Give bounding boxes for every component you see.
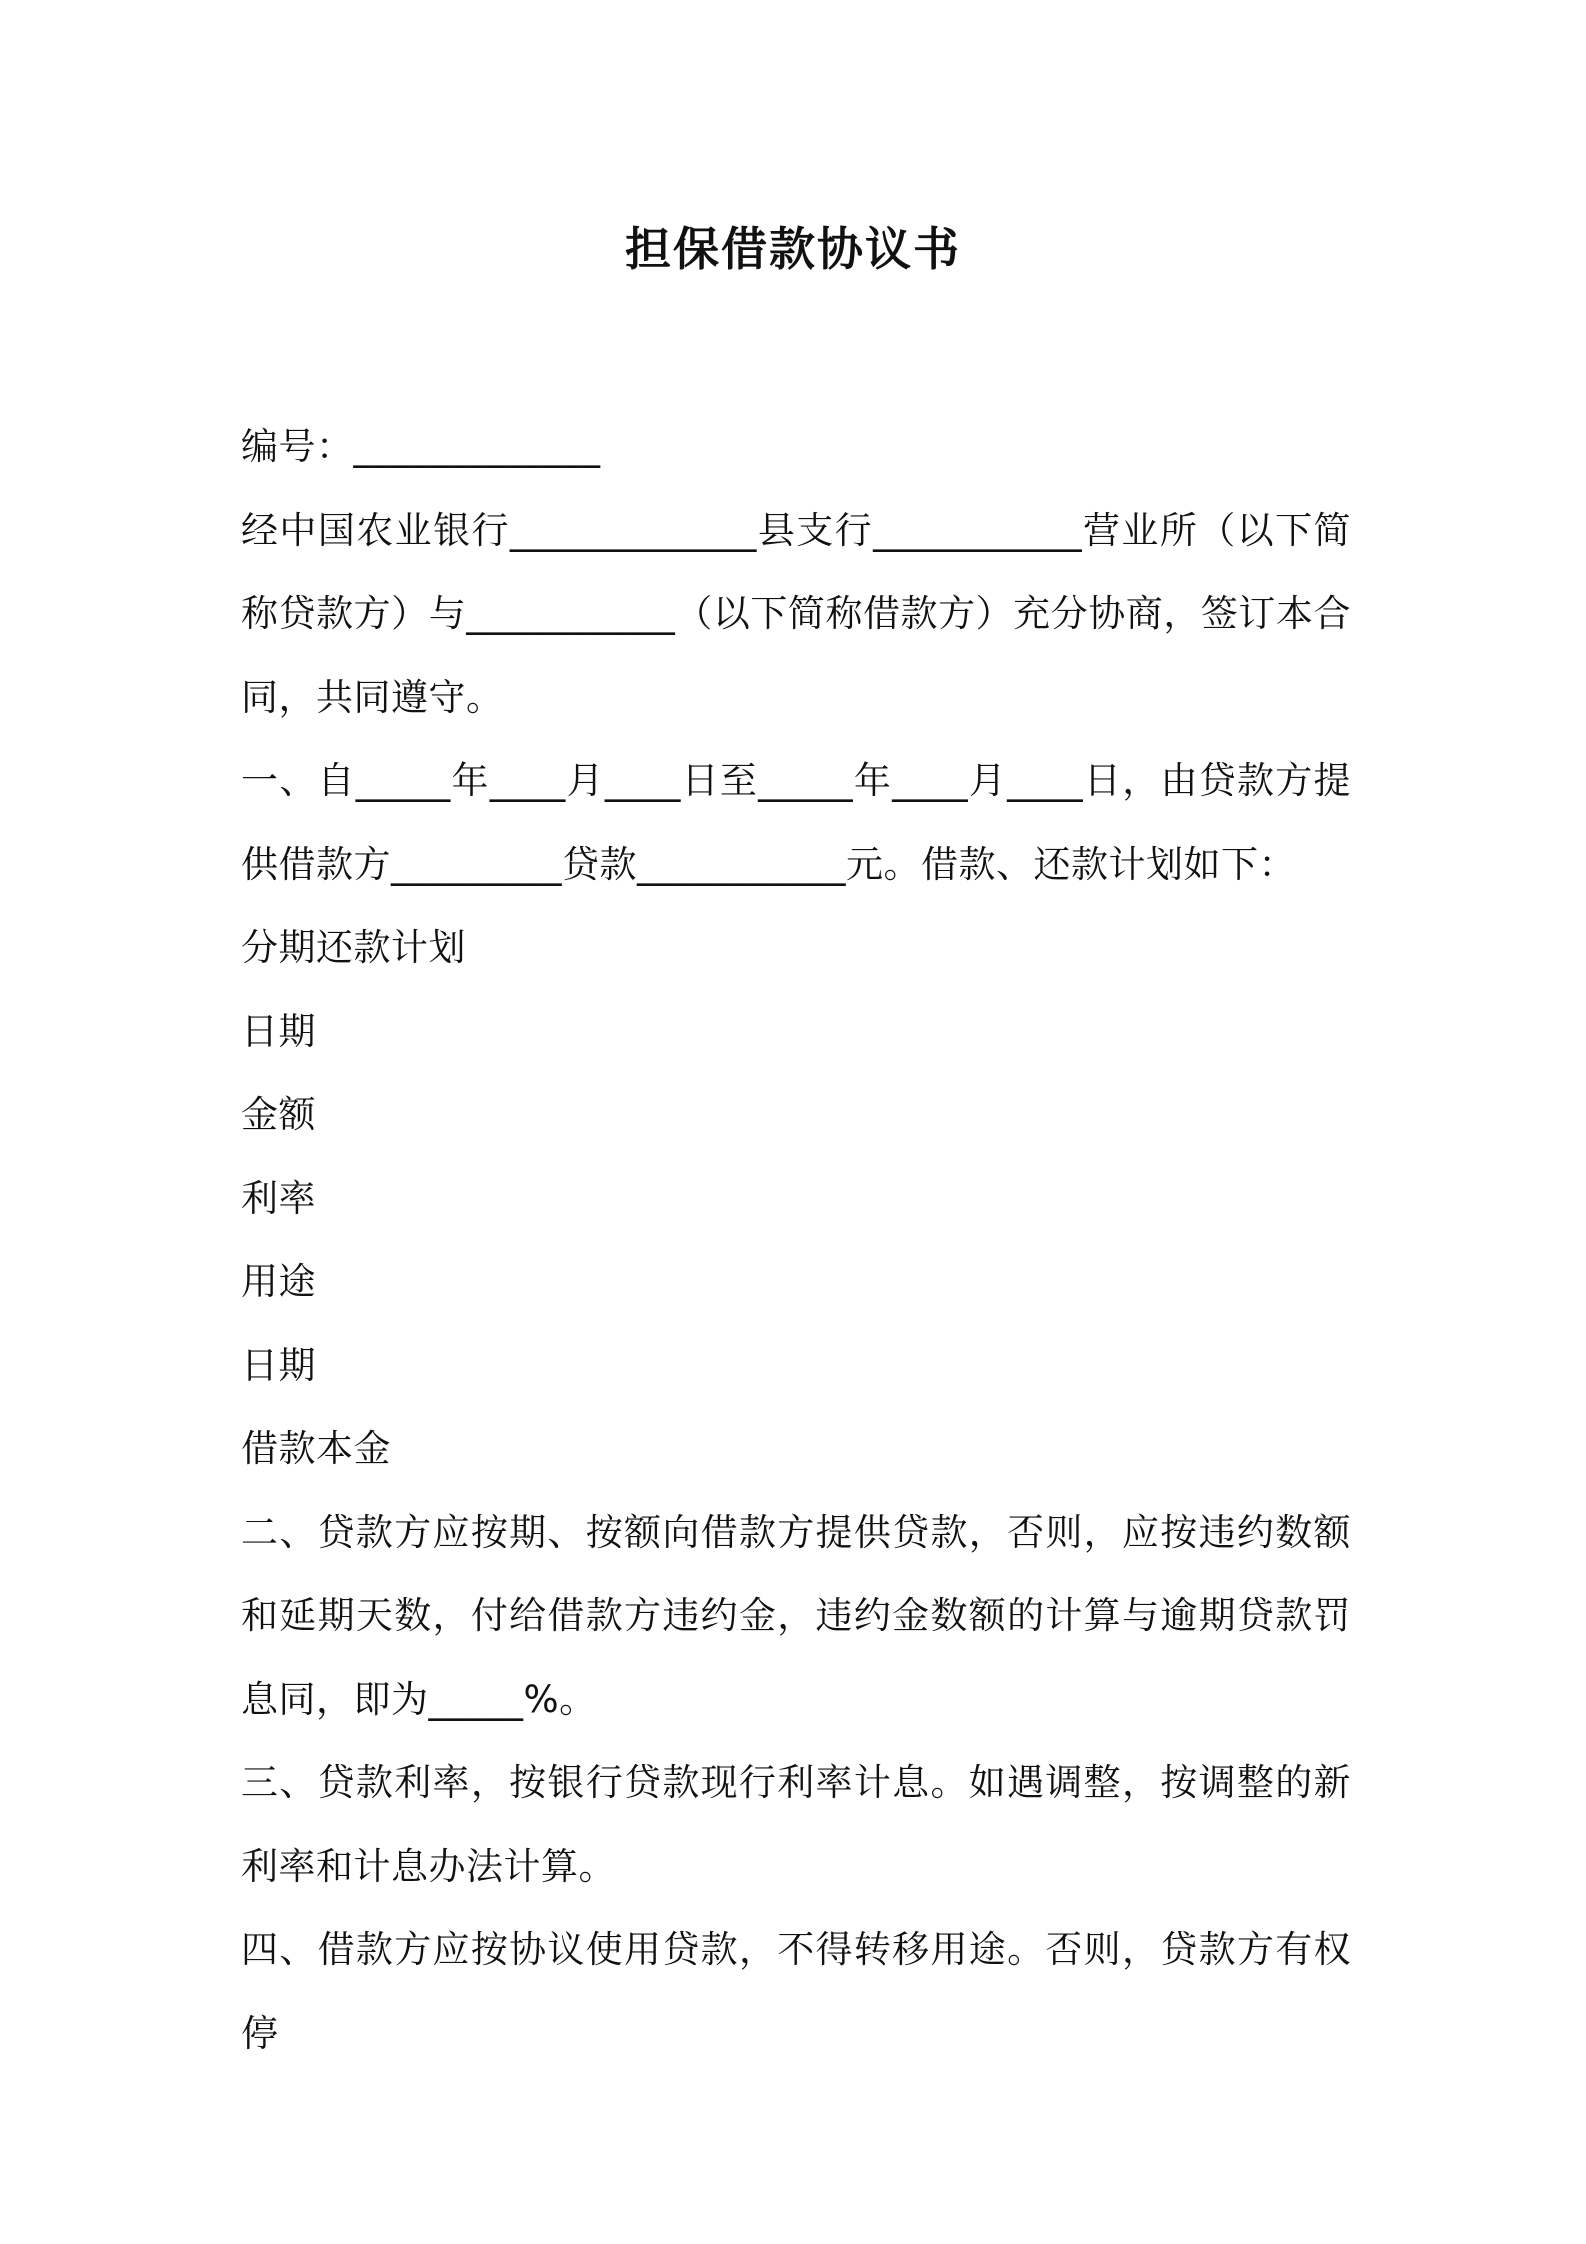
document-title: 担保借款协议书	[625, 222, 961, 276]
plan-field-rate: 利率	[241, 1176, 316, 1220]
plan-field-purpose: 用途	[241, 1260, 316, 1303]
parties-paragraph: 经中国农业银行_____________县支行___________营业所（以下简称贷款方）与___________（以下简称借款方）充分协商，签订本合同，共同遵守。	[241, 508, 1351, 719]
clause-four-paragraph: 四、借款方应按协议使用贷款，不得转移用途。否则，贷款方有权停	[241, 1928, 1351, 2055]
contract-number-line: 编号：_____________	[241, 425, 601, 468]
plan-field-date: 日期	[241, 1009, 316, 1053]
repayment-plan-heading: 分期还款计划	[241, 926, 466, 969]
clause-two-paragraph: 二、贷款方应按期、按额向借款方提供贷款，否则，应按违约数额和延期天数，付给借款方违约金，违约金数额的计算与逾期贷款罚息同，即为_____%。	[241, 1510, 1351, 1721]
document-body	[241, 405, 1351, 2075]
clause-one-paragraph: 一、自_____年____月____日至_____年____月____日，由贷款方提供借款方_________贷款___________元。借款、还款计划如下：	[241, 759, 1351, 886]
clause-three-paragraph: 三、贷款利率，按银行贷款现行利率计息。如遇调整，按调整的新利率和计息办法计算。	[241, 1761, 1351, 1888]
plan-field-amount: 金额	[241, 1093, 316, 1136]
plan-field-date-2: 日期	[241, 1343, 316, 1387]
plan-field-principal: 借款本金	[241, 1427, 391, 1470]
